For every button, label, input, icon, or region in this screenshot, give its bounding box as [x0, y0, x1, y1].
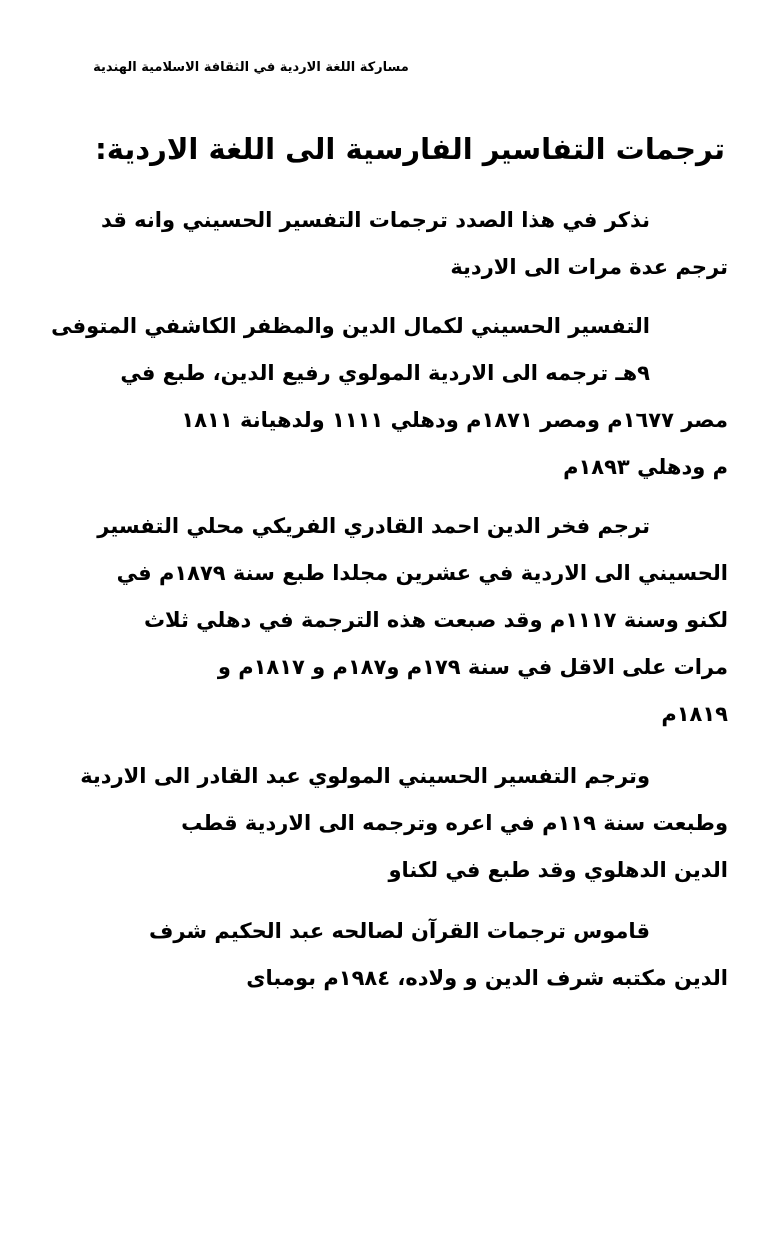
running-head: مساركة اللغة الاردية في الثقافة الاسلامية الهندية: [93, 60, 409, 75]
paragraph-line: مصر ١٦٧٧م ومصر ١٨٧١م ودهلي ١١١١ ولدهيانة ١٨١١: [181, 408, 728, 432]
paragraph-line: الدين مكتبه شرف الدين و ولاده، ١٩٨٤م بومباى: [246, 966, 728, 990]
paragraph-line: نذكر في هذا الصدد ترجمات التفسير الحسيني وانه قد: [100, 208, 650, 232]
paragraph-line: ١٨١٩م: [661, 702, 728, 726]
paragraph-tafsir-intro: [66, 197, 728, 291]
paragraph-line: وترجم التفسير الحسيني المولوي عبد القادر الى الاردية: [80, 764, 650, 788]
paragraph-line: وطبعت سنة ١١٩م في اعره وترجمه الى الاردية قطب: [181, 811, 728, 835]
paragraph-abd-al-qadir: [66, 753, 728, 894]
paragraph-line: ترجم عدة مرات الى الاردية: [450, 255, 728, 279]
paragraph-tafsir-husaini: [51, 303, 728, 491]
paragraph-line: مرات على الاقل في سنة ١٧٩م و١٨٧م و ١٨١٧م و: [217, 655, 728, 679]
paragraph-line: ٩هـ ترجمه الى الاردية المولوي رفيع الدين، طبع في: [120, 361, 650, 385]
paragraph-line: الحسيني الى الاردية في عشرين مجلدا طبع سنة ١٨٧٩م في: [116, 561, 728, 585]
paragraph-line: التفسير الحسيني لكمال الدين والمظفر الكاشفي المتوفى: [51, 314, 650, 338]
section-heading: ترجمات التفاسير الفارسية الى اللغة الاردية:: [95, 132, 725, 166]
paragraph-quran-dictionary: [66, 908, 728, 1002]
paragraph-line: قاموس ترجمات القرآن لصالحه عبد الحكيم شرف: [148, 919, 650, 943]
paragraph-line: الدين الدهلوي وقد طبع في لكناو: [388, 858, 728, 882]
paragraph-line: ترجم فخر الدين احمد القادري الفريكي محلي التفسير: [97, 514, 650, 538]
paragraph-line: لكنو وسنة ١١١٧م وقد صبعت هذه الترجمة في دهلي ثلاث: [143, 608, 728, 632]
paragraph-fakhr-al-din: [66, 503, 728, 738]
paragraph-line: م ودهلي ١٨٩٣م: [563, 455, 728, 479]
